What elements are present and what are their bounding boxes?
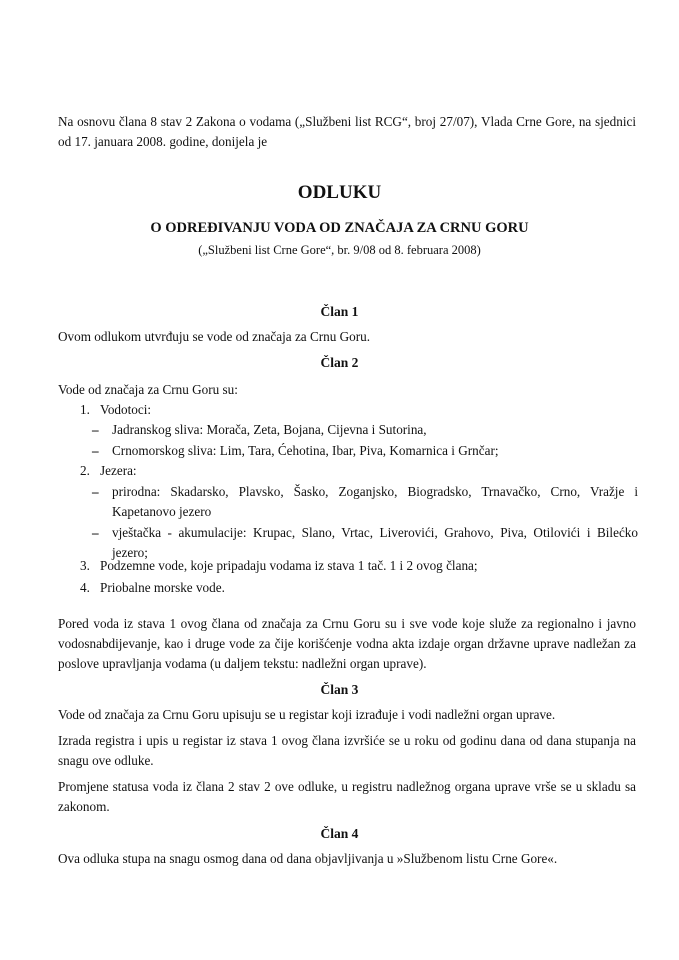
list-item-3 (80, 556, 640, 576)
list-item-number: 1. (80, 402, 90, 417)
preamble: Na osnovu člana 8 stav 2 Zakona o vodama („Službeni list RCG“, broj 27/07), Vlada Crne Gore, na sjednici od 17. januara 2008. godine, donijela je (58, 114, 636, 149)
list-item-number: 4. (80, 580, 90, 595)
list-item-label: Jezera: (100, 463, 137, 478)
dash-bullet: – (92, 525, 99, 540)
sub-item-text: Jadranskog sliva: Morača, Zeta, Bojana, Cijevna i Sutorina, (112, 422, 427, 437)
article-1-heading: Član 1 (320, 304, 359, 319)
article-1-text: Ovom odlukom utvrđuju se vode od značaja za Crnu Goru. (58, 329, 371, 344)
list-item-label: Vodotoci: (100, 402, 152, 417)
list-item-4 (80, 578, 640, 598)
article-3-paragraph-1: Vode od značaja za Crnu Goru upisuju se u registar koji izrađuje i vodi nadležni organ uprave. (58, 707, 556, 722)
document-title: ODLUKU (297, 182, 382, 203)
sub-item-text: prirodna: Skadarsko, Plavsko, Šasko, Zoganjsko, Biogradsko, Trnavačko, Crno, Vražje i Kapetanovo jezero (112, 484, 638, 519)
gazette-reference: („Službeni list Crne Gore“, br. 9/08 od 8. februara 2008) (198, 243, 481, 257)
article-4-heading: Član 4 (320, 826, 359, 841)
sub-item-adriatic (92, 420, 638, 440)
article-3-paragraph-2: Izrada registra i upis u registar iz stava 1 ovog člana izvršiće se u roku od godinu dana od dana stupanja na snagu ove odluke. (58, 733, 636, 768)
list-item-1 (80, 400, 640, 420)
dash-bullet: – (92, 484, 99, 499)
article-4-text: Ova odluka stupa na snagu osmog dana od dana objavljivanja u »Službenom listu Crne Gore«. (58, 851, 558, 866)
sub-item-text: vještačka - akumulacije: Krupac, Slano, Vrtac, Liverovići, Grahovo, Piva, Otilovići i Bilećko jezero; (112, 525, 638, 560)
list-item-label: Podzemne vode, koje pripadaju vodama iz stava 1 tač. 1 i 2 ovog člana; (100, 558, 478, 573)
list-item-2 (80, 461, 640, 481)
list-item-number: 2. (80, 463, 90, 478)
sub-item-text: Crnomorskog sliva: Lim, Tara, Ćehotina, Ibar, Piva, Komarnica i Grnčar; (112, 443, 499, 458)
list-item-number: 3. (80, 558, 90, 573)
dash-bullet: – (92, 422, 99, 437)
sub-item-natural-lakes (92, 482, 638, 522)
article-2-heading: Član 2 (320, 355, 359, 370)
sub-item-black-sea (92, 441, 638, 461)
dash-bullet: – (92, 443, 99, 458)
document-subtitle: O ODREĐIVANJU VODA OD ZNAČAJA ZA CRNU GORU (150, 220, 529, 236)
article-2-intro: Vode od značaja za Crnu Goru su: (58, 382, 238, 397)
list-item-label: Priobalne morske vode. (100, 580, 225, 595)
article-3-paragraph-3: Promjene statusa voda iz člana 2 stav 2 ove odluke, u registru nadležnog organa uprave vrše se u skladu sa zakonom. (58, 779, 636, 814)
article-3-heading: Član 3 (320, 682, 359, 697)
article-2-paragraph: Pored voda iz stava 1 ovog člana od značaja za Crnu Goru su i sve vode koje služe za regionalno i javno vodosnabdijevanje, kao i druge vode za čije korišćenje vodna akta izdaje organ državne uprave nadležan za poslove upravljanja vodama (u daljem tekstu: nadležni organ uprave). (58, 616, 636, 671)
